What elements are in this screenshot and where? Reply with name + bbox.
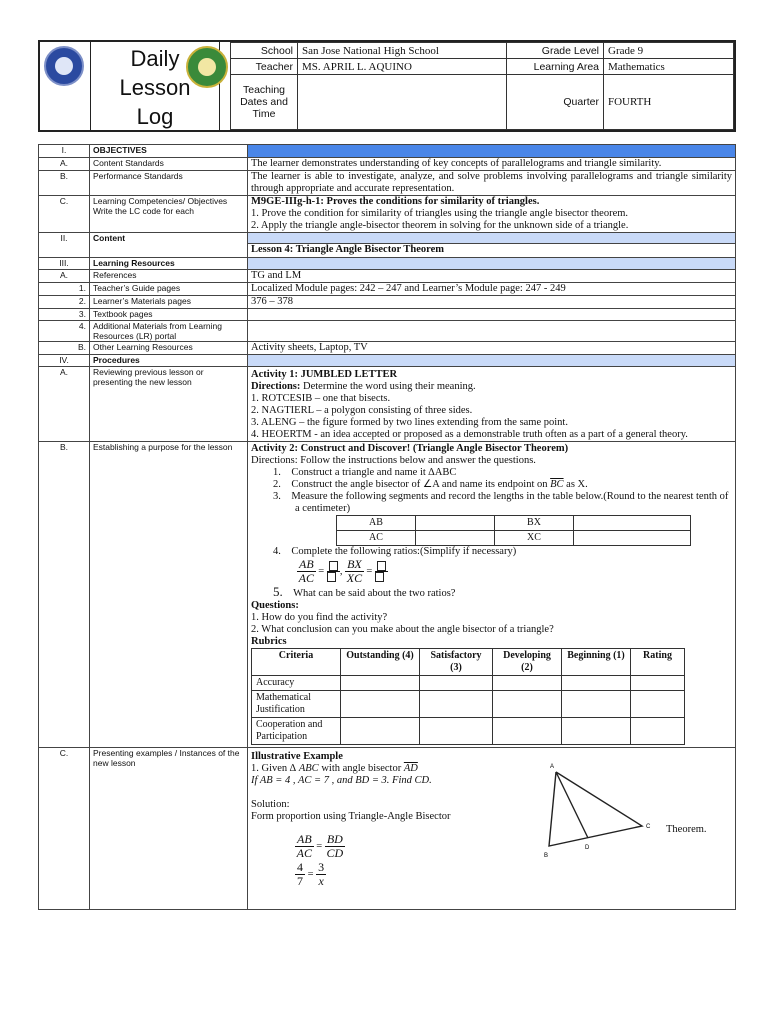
tg-label: Teacher’s Guide pages [90, 283, 248, 296]
content-standards-label: Content Standards [90, 158, 248, 171]
given-bisector-text: with angle bisector [318, 763, 404, 774]
competencies-num: C. [39, 196, 90, 233]
procedures-num: IV. [39, 355, 90, 367]
quarter-label: Quarter [507, 75, 604, 130]
activity-1-directions-label: Directions: [251, 381, 301, 392]
review-num: A. [39, 367, 90, 442]
lm-num: 2. [39, 296, 90, 309]
competency-2: 2. Apply the triangle angle-bisector theorem in solving for the unknown side of a triangle. [251, 220, 629, 231]
resources-num: III. [39, 258, 90, 270]
title-line-3: Log [136, 104, 174, 129]
dll-header [38, 40, 736, 132]
resources-bar [248, 258, 736, 270]
ratio-bx: BX [347, 557, 362, 571]
content-cell [248, 233, 736, 258]
lm-text: 376 – 378 [248, 296, 736, 309]
header-info-table [230, 42, 734, 130]
textbook-text [248, 309, 736, 321]
objectives-bar [248, 145, 736, 158]
prop-bd: BD [326, 832, 343, 846]
meas-bx: BX [495, 516, 574, 531]
learning-area-label: Learning Area [507, 59, 604, 75]
activity-2: Activity 2: Construct and Discover! (Triangle Angle Bisector Theorem) Directions: Follow the instructions below and answer the questions. 1. Construct a triangle and name it ∆ABC 2. Construct the angle bisector of ∠A and name its endpoint on $\overline{BC}$ as X. 3. Measure the following segments and record the lengths in the table below.(Round to the nearest tenth of a centimeter) AB BX AC XC 4. Complete the following ratios:(Simplify if necessary) $\frac{AB}{AC}$ = , $\frac{BX}{XC}$ = 5. What can be said about the two ratios? Questions: 1. How do you find the activity? 2. What conclusion can you make about the angle bisector of a triangle? Rubrics Criteria Outstanding (4) Satisfactory (3) Developing (2) Beginning (1) Rating Accuracy Mathematical Justification Cooperation and Participation [248, 442, 736, 748]
step-2-end: as X. [563, 479, 588, 490]
activity-1 [248, 367, 736, 442]
ratio-expression: $\frac{AB}{AC}$ = , $\frac{BX}{XC}$ = [251, 558, 732, 586]
meas-ab: AB [337, 516, 416, 531]
triangle-diagram [544, 758, 664, 858]
teaching-dates-label: Teaching Dates and Time [231, 75, 298, 130]
purpose-label: Establishing a purpose for the lesson [90, 442, 248, 748]
activity-2-directions: Directions: Follow the instructions below and answer the questions. [251, 455, 536, 466]
learning-area-value: Mathematics [604, 59, 734, 75]
triangle-abc: ABC [298, 763, 319, 774]
title-line-1: Daily [130, 46, 180, 71]
other-resources-label: Other Learning Resources [90, 342, 248, 355]
lm-label: Learner’s Materials pages [90, 296, 248, 309]
deped-seal-logo [44, 46, 84, 86]
content-label: Content [93, 233, 126, 243]
rubrics-title: Rubrics [251, 636, 287, 647]
given-text: 1. Given ∆ [251, 763, 299, 774]
activity-1-directions: Determine the word using their meaning. [300, 381, 476, 392]
meas-xc: XC [495, 531, 574, 546]
grade-level-label: Grade Level [507, 43, 604, 59]
label-d: D [585, 845, 590, 851]
examples-label: Presenting examples / Instances of the new lesson [90, 748, 248, 910]
label-a: A [550, 764, 555, 770]
proportion-1: $\frac{AB}{AC}$ = $\frac{BD}{CD}$ [296, 832, 344, 860]
textbook-label: Textbook pages [90, 309, 248, 321]
step-2: Construct the angle bisector of ∠A and name its endpoint on [291, 479, 551, 490]
activity-2-title: Activity 2: Construct and Discover! (Triangle Angle Bisector Theorem) [251, 443, 569, 454]
grade-level-value: Grade 9 [604, 43, 734, 59]
theorem-word: Theorem. [666, 824, 707, 835]
lc-code: M9GE-IIIg-h-1: Proves the conditions for similarity of triangles. [251, 196, 540, 207]
objectives-num: I. [39, 145, 90, 158]
performance-standards-num: B. [39, 171, 90, 196]
rubric-h-rating: Rating [631, 649, 685, 676]
sub-4: 4 [297, 860, 303, 874]
rubrics-table [251, 648, 685, 745]
sub-x: x [318, 874, 324, 888]
references-num: A. [39, 270, 90, 283]
review-label: Reviewing previous lesson or presenting the new lesson [90, 367, 248, 442]
other-resources-text: Activity sheets, Laptop, TV [248, 342, 736, 355]
jumbled-item-1: 1. ROTCESIB – one that bisects. [251, 393, 391, 404]
resources-label: Learning Resources [93, 258, 175, 268]
lr-portal-text [248, 321, 736, 342]
tg-num: 1. [39, 283, 90, 296]
question-1: 1. How do you find the activity? [251, 612, 388, 623]
given-values: If AB = 4 , AC = 7 , and BD = 3. Find CD. [251, 775, 432, 786]
illustrative-title: Illustrative Example [251, 751, 343, 762]
step-3: Measure the following segments and record the lengths in the table below.(Round to the nearest tenth of a centimeter) [291, 491, 729, 514]
school-seal-logo [186, 46, 228, 88]
lesson-log-table [38, 144, 736, 910]
sub-3: 3 [318, 860, 325, 874]
bisector-ad: $\overline{AD}$ [403, 763, 418, 774]
ratio-xc: XC [346, 571, 363, 585]
school-label: School [231, 43, 298, 59]
jumbled-item-2: 2. NAGTIERL – a polygon consisting of three sides. [251, 405, 473, 416]
purpose-num: B. [39, 442, 90, 748]
rubric-h-developing: Developing (2) [493, 649, 562, 676]
prop-cd: CD [326, 846, 344, 860]
label-c: C [646, 824, 651, 830]
sub-7: 7 [297, 874, 303, 888]
activity-1-title: Activity 1: JUMBLED LETTER [251, 369, 398, 380]
rubric-accuracy: Accuracy [252, 676, 341, 691]
content-standards-num: A. [39, 158, 90, 171]
form-proportion-text: Form proportion using Triangle-Angle Bisector [251, 811, 451, 822]
prop-ac: AC [296, 846, 312, 860]
questions-title: Questions: [251, 600, 299, 611]
meas-ac: AC [337, 531, 416, 546]
jumbled-item-3: 3. ALENG – the figure formed by two lines extending from the same point. [251, 417, 568, 428]
illustrative-example [248, 748, 736, 910]
competencies-text [248, 196, 736, 233]
step-4: Complete the following ratios:(Simplify if necessary) [291, 546, 517, 557]
other-resources-num: B. [39, 342, 90, 355]
question-2: 2. What conclusion can you make about the angle bisector of a triangle? [251, 624, 554, 635]
teacher-value: MS. APRIL L. AQUINO [298, 59, 507, 75]
triangle-abc-shape [549, 772, 642, 846]
solution-label: Solution: [251, 799, 290, 810]
references-label: References [90, 270, 248, 283]
prop-ab: AB [297, 832, 312, 846]
title-line-2: Lesson [119, 75, 191, 100]
rubric-h-satisfactory: Satisfactory (3) [420, 649, 493, 676]
lr-portal-num: 4. [39, 321, 90, 342]
lesson-title: Lesson 4: Triangle Angle Bisector Theorem [251, 244, 444, 255]
content-num: II. [39, 233, 90, 258]
step-5: What can be said about the two ratios? [293, 588, 456, 599]
jumbled-item-4: 4. HEOERTM - an idea accepted or proposed as a demonstrable truth often as a part of a general theory. [251, 429, 688, 440]
performance-standards-text: The learner is able to investigate, analyze, and solve problems involving parallelograms and triangle similarity through appropriate and accurate representation. [248, 171, 736, 196]
quarter-value: FOURTH [604, 75, 734, 130]
segment-bc: $\overline{BC}$ [550, 479, 564, 490]
competency-1: 1. Prove the condition for similarity of triangles using the triangle angle bisector theorem. [251, 208, 629, 219]
examples-num: C. [39, 748, 90, 910]
content-standards-text: The learner demonstrates understanding of key concepts of parallelograms and triangle similarity. [248, 158, 736, 171]
performance-standards-label: Performance Standards [90, 171, 248, 196]
lr-portal-label: Additional Materials from Learning Resources (LR) portal [90, 321, 248, 342]
label-b: B [544, 853, 549, 858]
proportion-2: $\frac{4}{7}$ = $\frac{3}{x}$ [297, 860, 325, 888]
tg-text: Localized Module pages: 242 – 247 and Learner’s Module page: 247 - 249 [248, 283, 736, 296]
measurement-table [336, 515, 691, 546]
rubric-h-outstanding: Outstanding (4) [341, 649, 420, 676]
teacher-label: Teacher [231, 59, 298, 75]
ratio-ab: AB [299, 557, 314, 571]
teaching-dates-value [298, 75, 507, 130]
rubric-justification: Mathematical Justification [252, 691, 341, 718]
rubric-cooperation: Cooperation and Participation [252, 718, 341, 745]
rubric-h-criteria: Criteria [252, 649, 341, 676]
ratio-ac: AC [298, 571, 314, 585]
competencies-label: Learning Competencies/ Objectives Write the LC code for each [90, 196, 248, 233]
procedures-bar [248, 355, 736, 367]
school-value: San Jose National High School [298, 43, 507, 59]
references-text: TG and LM [248, 270, 736, 283]
procedures-label: Procedures [93, 355, 140, 365]
textbook-num: 3. [39, 309, 90, 321]
rubric-h-beginning: Beginning (1) [562, 649, 631, 676]
step-1: Construct a triangle and name it ∆ABC [291, 467, 457, 478]
objectives-label: OBJECTIVES [93, 145, 147, 155]
